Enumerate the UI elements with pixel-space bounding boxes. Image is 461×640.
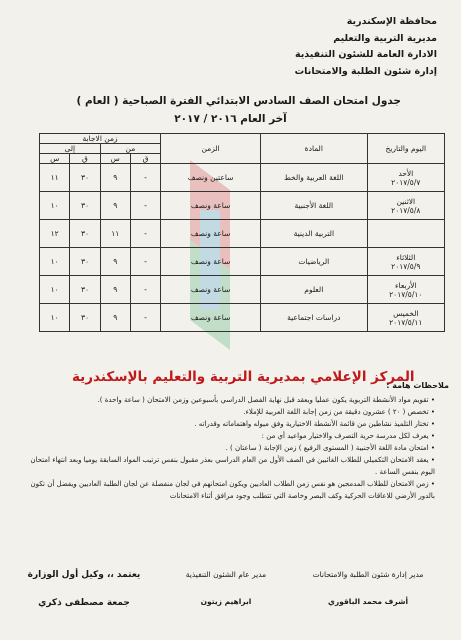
- to-q-cell: ٣٠: [70, 304, 100, 332]
- day-name: الاثنين: [396, 196, 416, 206]
- table-row: [40, 304, 445, 332]
- header-answer-time: زمن الاجابة: [40, 134, 161, 144]
- duration-cell: ساعة ونصف: [161, 192, 261, 220]
- notes-list: [19, 394, 449, 502]
- header-to: إلى: [40, 144, 101, 154]
- signature-block-1: [293, 570, 443, 606]
- header-to-q: ق: [70, 154, 100, 164]
- subject-cell: التربية الدينية: [261, 220, 368, 248]
- administration-line: الادارة العامة للشئون التنفيذية: [294, 49, 437, 60]
- signature-3-role: يعتمد ،، وكيل أول الوزارة: [27, 570, 141, 580]
- day-date: ٢٠١٧/٥/٨: [391, 205, 421, 215]
- to-s-cell: ١٠: [40, 304, 70, 332]
- note-item: • يعقد الامتحان التكميلي للطلاب الغائبين في الصف الأول من العام الدراسي بعذر مقبول بنفس ترتيب المواد السابقة يوميا وبعد انتهاء امتحان اليوم بنفس الساعة .: [19, 454, 435, 478]
- to-s-cell: ١٢: [40, 220, 70, 248]
- subject-cell: العلوم: [261, 276, 368, 304]
- from-s-cell: ٩: [100, 164, 130, 192]
- header-day: اليوم والتاريخ: [367, 134, 444, 164]
- schedule-title: جدول امتحان الصف السادس الابتدائي الفترة الصباحية ( العام ): [76, 95, 401, 107]
- letterhead: [295, 14, 437, 80]
- signature-1-role: مدير إدارة شئون الطلبة والامتحانات: [312, 570, 424, 579]
- media-center-stamp: المركز الإعلامي بمديرية التربية والتعليم بالإسكندرية: [72, 369, 415, 385]
- table-row: [40, 220, 445, 248]
- day-date: ٢٠١٧/٥/١٠: [389, 289, 423, 299]
- signature-2-role: مدير عام الشئون التنفيذية: [185, 570, 267, 579]
- header-from-q: ق: [130, 154, 160, 164]
- note-item: • تختار التلميذ نشاطين من قائمة الأنشطة الاختيارية وفق ميوله واهتماماته وقدراته .: [19, 418, 435, 430]
- from-q-cell: -: [130, 304, 160, 332]
- from-s-cell: ٩: [100, 304, 130, 332]
- signature-3-name: جمعة مصطفى ذكري: [38, 598, 130, 608]
- governorate-line: محافظة الإسكندرية: [346, 16, 437, 27]
- from-q-cell: -: [130, 164, 160, 192]
- signature-2-name: ابراهيم زيتون: [200, 597, 252, 606]
- from-q-cell: -: [130, 192, 160, 220]
- schedule-subtitle: آخر العام ٢٠١٦ / ٢٠١٧: [174, 113, 287, 125]
- signature-1-name: أشرف محمد الباقوري: [327, 597, 409, 606]
- day-cell: [367, 304, 444, 332]
- from-q-cell: -: [130, 248, 160, 276]
- day-cell: [367, 248, 444, 276]
- day-cell: [367, 220, 444, 248]
- notes-heading: ملاحظات هامة :: [386, 381, 449, 390]
- subject-cell: دراسات اجتماعية: [261, 304, 368, 332]
- duration-cell: ساعتين ونصف: [161, 164, 261, 192]
- to-s-cell: ١٠: [40, 192, 70, 220]
- exam-schedule-table: [39, 133, 445, 332]
- department-line: إدارة شئون الطلبة والامتحانات: [294, 65, 437, 77]
- table-row: [40, 164, 445, 192]
- day-name: الأربعاء: [395, 280, 417, 290]
- header-from: من: [100, 144, 161, 154]
- day-cell: [367, 276, 444, 304]
- note-item: • يعرف لكل مدرسة حرية التصرف والاختيار مواعيد أي من :: [19, 430, 435, 442]
- signature-block-3: [14, 570, 154, 608]
- day-name: الخميس: [393, 308, 419, 318]
- subject-cell: الرياضيات: [261, 248, 368, 276]
- note-item: • زمن الامتحان للطلاب المدمجين هو نفس زمن الطلاب العاديين ويكون امتحانهم في لجان منفصلة عن لجان الطلبة العاديين ويفضل أن تكون بالدور الأرضي للاعاقات الحركية وكف البصر وخاصة التي تتطلب وجود مرافق أثناء الامتحانات: [19, 478, 435, 502]
- from-s-cell: ٩: [100, 192, 130, 220]
- to-q-cell: ٣٠: [70, 164, 100, 192]
- from-q-cell: -: [130, 220, 160, 248]
- directorate-line: مديرية التربية والتعليم: [333, 32, 437, 44]
- signature-block-2: [166, 570, 286, 606]
- duration-cell: ساعة ونصف: [161, 220, 261, 248]
- day-date: ٢٠١٧/٥/١١: [389, 317, 423, 327]
- to-q-cell: ٣٠: [70, 276, 100, 304]
- day-date: ٢٠١٧/٥/٩: [391, 261, 421, 271]
- note-item: • تخصص ( ٢٠ ) عشرون دقيقة من زمن إجابة اللغة العربية للإملاء.: [19, 406, 435, 418]
- note-item: • امتحان مادة اللغة الأجنبية ( المستوى الرفيع ) زمن الإجابة ( ساعتان ) .: [19, 442, 435, 454]
- table-row: [40, 248, 445, 276]
- header-from-s: س: [100, 154, 130, 164]
- to-q-cell: ٣٠: [70, 220, 100, 248]
- note-item: • تقويم مواد الأنشطة التربوية يكون عمليا ويعقد قبل نهاية الفصل الدراسي بأسبوعين وزمن الامتحان ( ساعة واحدة ).: [19, 394, 435, 406]
- header-to-s: س: [40, 154, 70, 164]
- duration-cell: ساعة ونصف: [161, 276, 261, 304]
- to-s-cell: ١١: [40, 164, 70, 192]
- subject-cell: اللغة العربية والخط: [261, 164, 368, 192]
- subject-cell: اللغة الأجنبية: [261, 192, 368, 220]
- header-subject: المادة: [261, 134, 368, 164]
- day-date: ٢٠١٧/٥/٧: [391, 177, 421, 187]
- notes-section: [19, 380, 449, 502]
- to-q-cell: ٣٠: [70, 192, 100, 220]
- to-s-cell: ١٠: [40, 248, 70, 276]
- duration-cell: ساعة ونصف: [161, 304, 261, 332]
- day-name: الأحد: [398, 168, 414, 178]
- to-s-cell: ١٠: [40, 276, 70, 304]
- day-cell: [367, 164, 444, 192]
- from-q-cell: -: [130, 276, 160, 304]
- from-s-cell: ٩: [100, 276, 130, 304]
- duration-cell: ساعة ونصف: [161, 248, 261, 276]
- day-name: الثلاثاء: [396, 252, 416, 262]
- header-duration: الزمن: [161, 134, 261, 164]
- to-q-cell: ٣٠: [70, 248, 100, 276]
- table-row: [40, 276, 445, 304]
- day-cell: [367, 192, 444, 220]
- from-s-cell: ٩: [100, 248, 130, 276]
- from-s-cell: ١١: [100, 220, 130, 248]
- table-row: [40, 192, 445, 220]
